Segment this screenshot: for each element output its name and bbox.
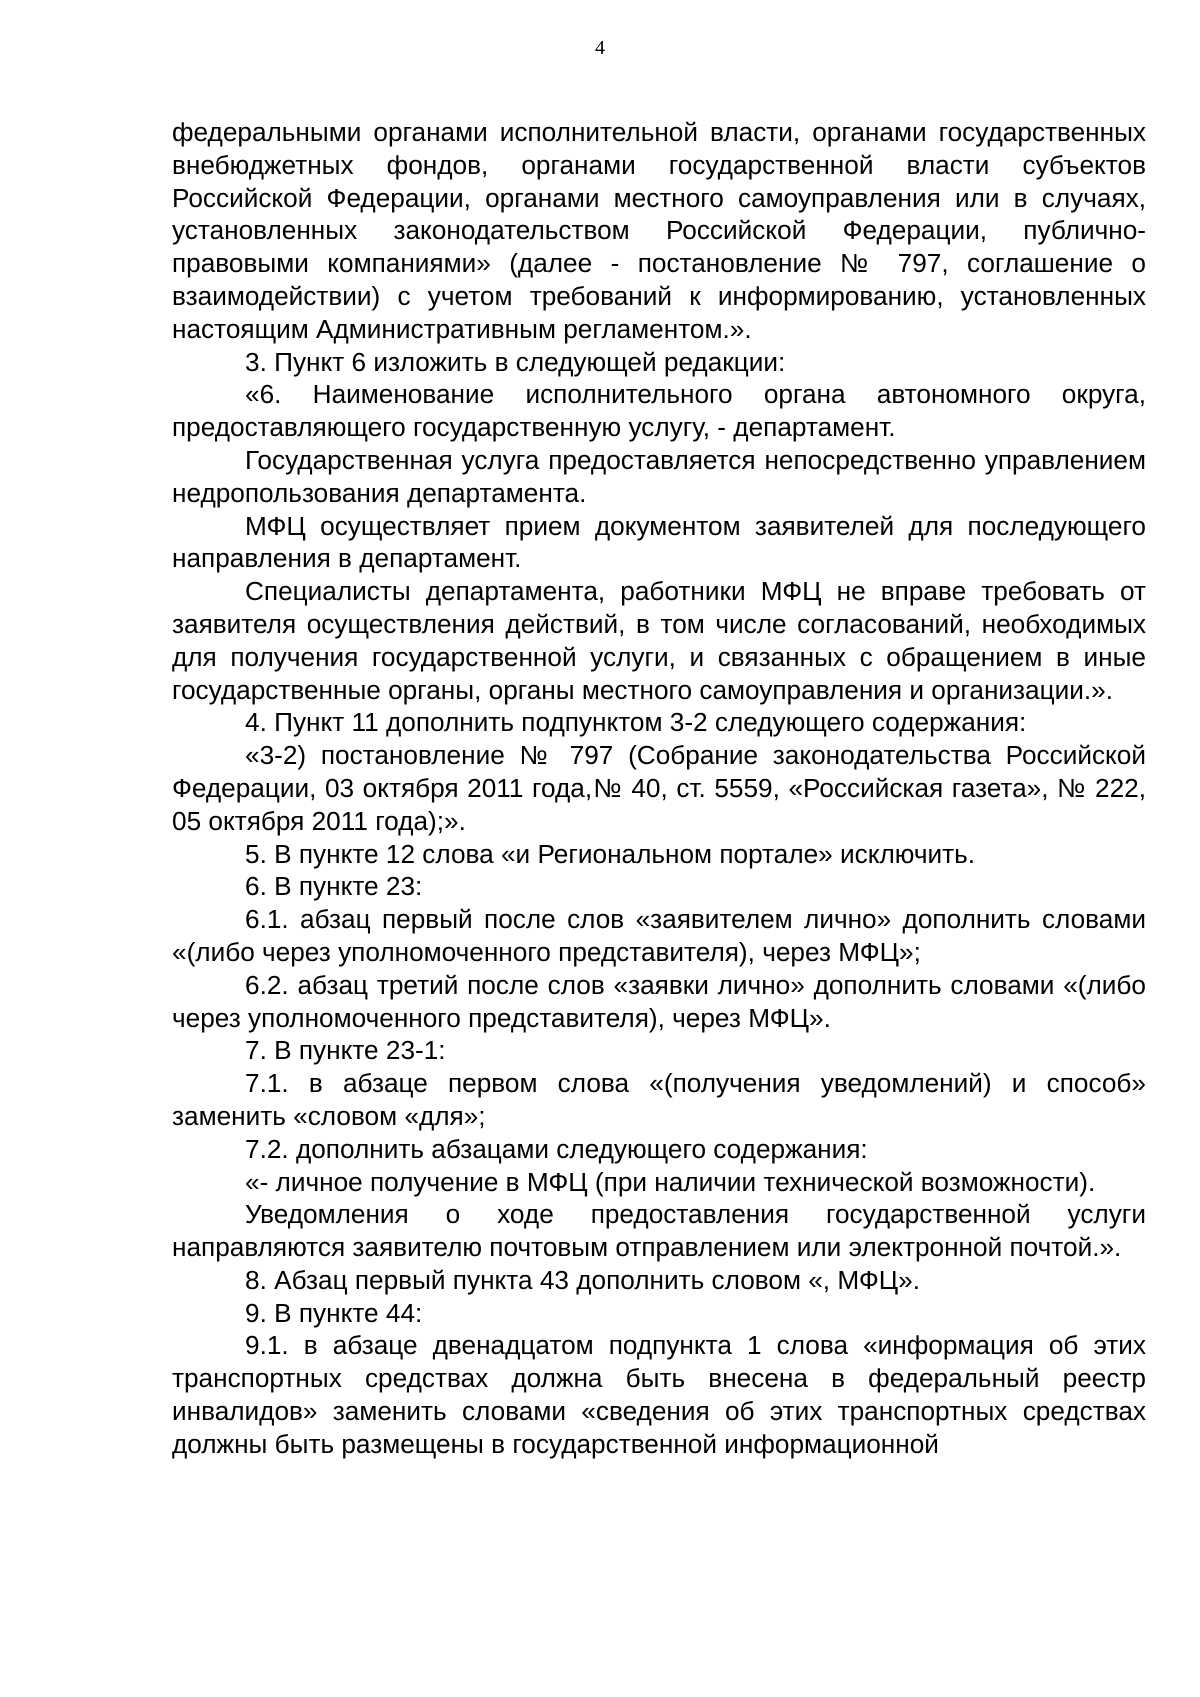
paragraph-continuation: федеральными органами исполнительной власти, органами государственных внебюджетных фондов, органами государственной власти субъектов Российской Федерации, органами местного самоуправления или в случаях, установленных законодательством Российской Федерации, публично-правовыми компаниями» (далее - постановление № 797, соглашение о взаимодействии) с учетом требований к информированию, установленных настоящим Административным регламентом.».	[172, 117, 1146, 344]
paragraph-notifications: Уведомления о ходе предоставления государственной услуги направляются заявителю почтовым отправлением или электронной почтой.».	[172, 1199, 1146, 1263]
paragraph-mfc: МФЦ осуществляет прием документом заявителей для последующего направления в департамент.	[172, 510, 1146, 574]
paragraph-state-service: Государственная услуга предоставляется непосредственно управлением недропользования департамента.	[172, 444, 1146, 508]
paragraph-item-6-2: 6.2. абзац третий после слов «заявки лично» дополнить словами «(либо через уполномоченного представителя), через МФЦ».	[172, 969, 1146, 1033]
paragraph-item-9-1: 9.1. в абзаце двенадцатом подпункта 1 слова «информация об этих транспортных средствах должна быть внесена в федеральный реестр инвалидов» заменить словами «сведения об этих транспортных средствах должны быть размещены в государственной информационной	[172, 1330, 1146, 1459]
paragraph-subitem-3-2: «3-2) постановление № 797 (Собрание законодательства Российской Федерации, 03 октября 2011 года,№ 40, ст. 5559, «Российская газета», № 222, 05 октября 2011 года);».	[172, 740, 1146, 836]
paragraph-item-9: 9. В пункте 44:	[245, 1297, 423, 1328]
paragraph-personal-receipt: «- личное получение в МФЦ (при наличии технической возможности).	[245, 1166, 1096, 1197]
paragraph-item-4: 4. Пункт 11 дополнить подпунктом 3-2 следующего содержания:	[245, 707, 1027, 738]
paragraph-item-7-1: 7.1. в абзаце первом слова «(получения уведомлений) и способ» заменить «словом «для»;	[172, 1068, 1146, 1131]
paragraph-specialists: Специалисты департамента, работники МФЦ не вправе требовать от заявителя осуществления действий, в том числе согласований, необходимых для получения государственной услуги, и связанных с обращением в иные государственные органы, органы местного самоуправления и организации.».	[172, 576, 1146, 705]
page-number: 4	[595, 37, 605, 59]
paragraph-item-7: 7. В пункте 23-1:	[245, 1035, 446, 1066]
paragraph-item-8: 8. Абзац первый пункта 43 дополнить словом «, МФЦ».	[245, 1264, 920, 1295]
paragraph-item-7-2: 7.2. дополнить абзацами следующего содержания:	[245, 1133, 868, 1164]
paragraph-item-5: 5. В пункте 12 слова «и Региональном портале» исключить.	[245, 838, 976, 869]
paragraph-item-6: 6. В пункте 23:	[245, 871, 423, 902]
paragraph-item-6-1: 6.1. абзац первый после слов «заявителем лично» дополнить словами «(либо через уполномоченного представителя), через МФЦ»;	[172, 904, 1146, 967]
document-body	[172, 116, 1146, 1461]
paragraph-item-6-text: «6. Наименование исполнительного органа автономного округа, предоставляющего государственную услугу, - департамент.	[172, 379, 1146, 443]
paragraph-item-3: 3. Пункт 6 изложить в следующей редакции:	[245, 346, 786, 377]
